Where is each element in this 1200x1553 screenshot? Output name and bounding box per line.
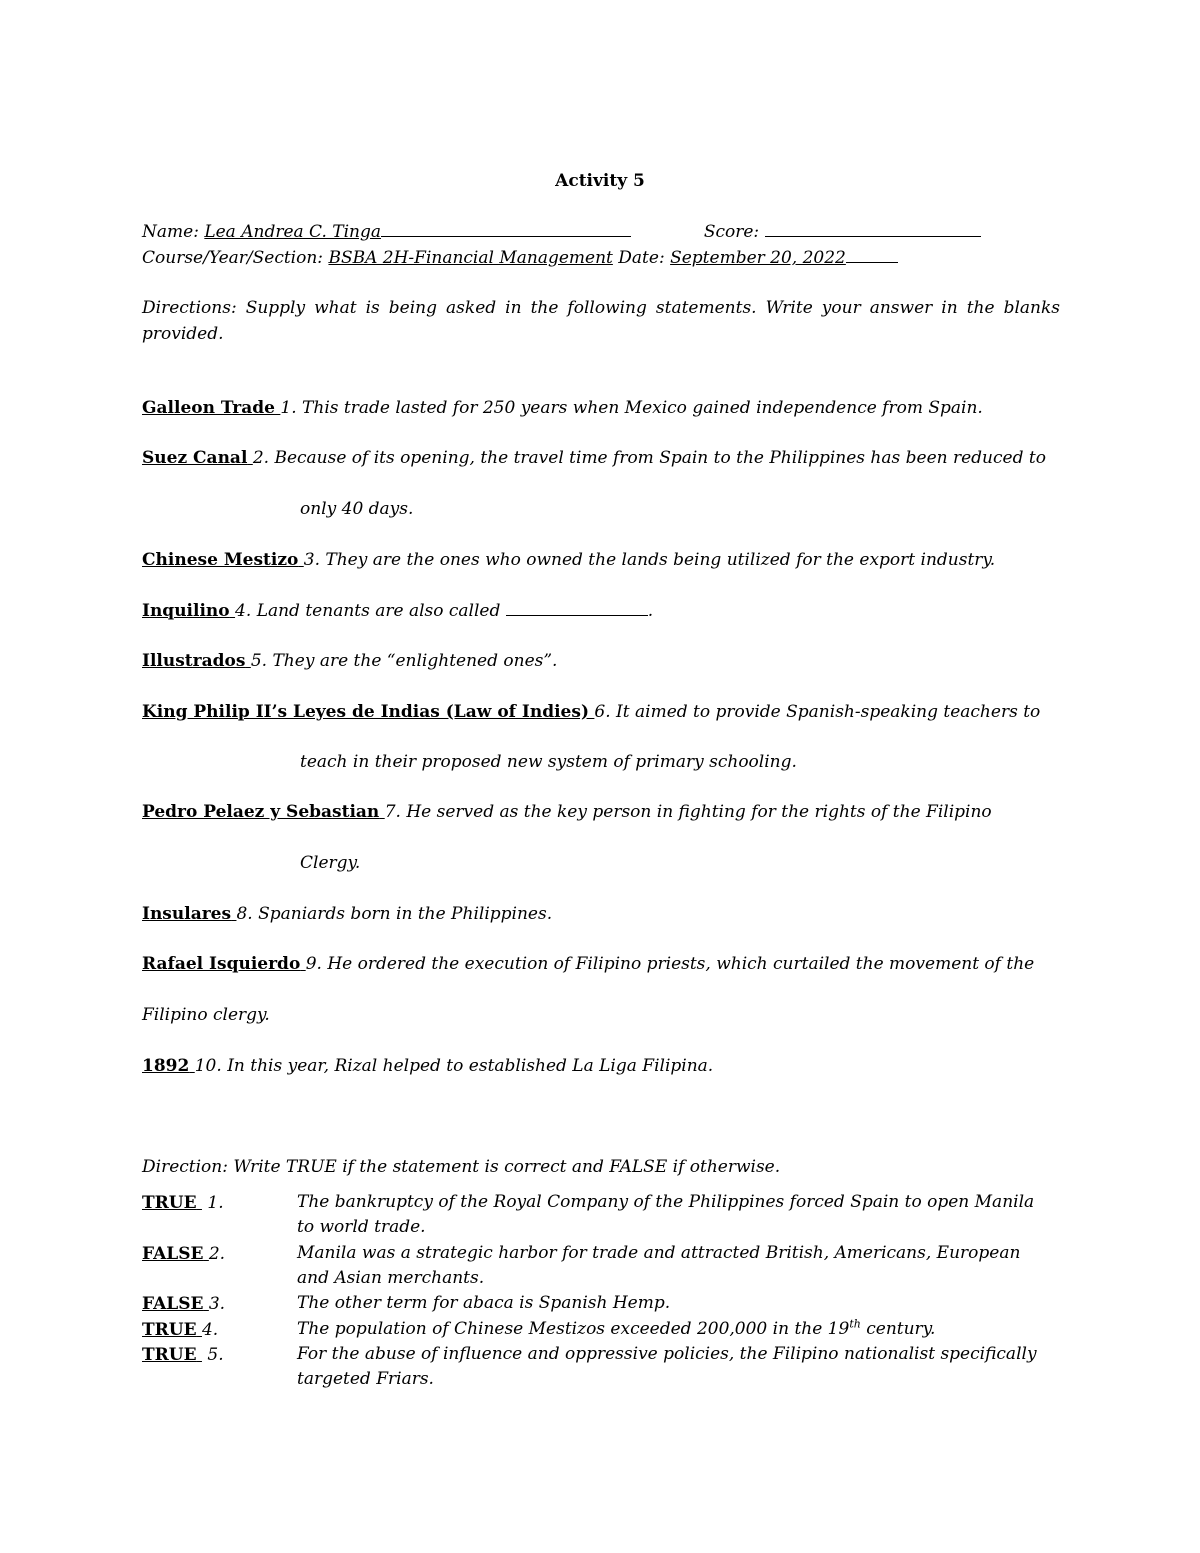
page-title: Activity 5 (555, 171, 645, 191)
list-item-continuation: only 40 days. (300, 499, 414, 519)
answer: Pedro Pelaez y Sebastian (142, 802, 380, 822)
name-label: Name: (142, 222, 199, 242)
tf-statement: The bankruptcy of the Royal Company of the Philippines forced Spain to open Manila to world trade. (297, 1192, 1035, 1237)
answer: Galleon Trade (142, 398, 275, 418)
answer: Inquilino (142, 601, 230, 621)
list-item: Inquilino 4. Land tenants are also called . (142, 597, 1060, 624)
list-item: 1892 10. In this year, Rizal helped to established La Liga Filipina. (142, 1056, 714, 1076)
list-item: Galleon Trade 1. This trade lasted for 250 years when Mexico gained independence from Spain. (142, 398, 983, 418)
directions-line-1: Directions: Supply what is being asked in the following statements. Write your answer in the blanks (142, 298, 1060, 318)
name-blank (381, 218, 631, 237)
tf-statement: Manila was a strategic harbor for trade and attracted British, Americans, European and Asian merchants. (297, 1243, 1021, 1288)
course-row (142, 244, 1060, 271)
score-label: Score: (703, 222, 760, 242)
name-value: Lea Andrea C. Tinga (204, 222, 382, 242)
list-item-continuation: Clergy. (300, 853, 361, 873)
tf-answer: FALSE 2. (142, 1244, 226, 1264)
tf-answer: TRUE 1. (142, 1193, 224, 1213)
directions-true-false: Direction: Write TRUE if the statement is correct and FALSE if otherwise. (142, 1157, 781, 1177)
score-blank (765, 218, 981, 237)
name-row (142, 218, 1060, 245)
course-label: Course/Year/Section: (142, 248, 324, 268)
date-blank (846, 244, 898, 263)
answer: 1892 (142, 1056, 190, 1076)
list-item: Chinese Mestizo 3. They are the ones who owned the lands being utilized for the export industry. (142, 550, 996, 570)
list-item-continuation: Filipino clergy. (142, 1005, 270, 1025)
tf-statement: The population of Chinese Mestizos exceeded 200,000 in the 19th century. (297, 1317, 936, 1339)
date-label: Date: (618, 248, 665, 268)
tf-answer: TRUE 4. (142, 1320, 219, 1340)
answer: King Philip II’s Leyes de Indias (Law of Indies) (142, 702, 589, 722)
list-item: Rafael Isquierdo 9. He ordered the execution of Filipino priests, which curtailed the movement of the (142, 954, 1035, 974)
list-item-continuation: teach in their proposed new system of primary schooling. (300, 752, 797, 772)
answer-blank (506, 597, 648, 616)
answer: Chinese Mestizo (142, 550, 299, 570)
tf-statement: The other term for abaca is Spanish Hemp. (297, 1293, 671, 1313)
tf-answer: TRUE 5. (142, 1345, 224, 1365)
tf-answer: FALSE 3. (142, 1294, 226, 1314)
directions-line-2: provided. (142, 324, 224, 344)
list-item: King Philip II’s Leyes de Indias (Law of Indies) 6. It aimed to provide Spanish-speaking teachers to (142, 702, 1041, 722)
list-item: Pedro Pelaez y Sebastian 7. He served as the key person in fighting for the rights of the Filipino (142, 802, 992, 822)
tf-statement: For the abuse of influence and oppressive policies, the Filipino nationalist specifically targeted Friars. (297, 1344, 1037, 1389)
answer: Suez Canal (142, 448, 248, 468)
date-value: September 20, 2022 (670, 248, 846, 268)
answer: Illustrados (142, 651, 246, 671)
list-item: Insulares 8. Spaniards born in the Philippines. (142, 904, 553, 924)
course-value: BSBA 2H-Financial Management (328, 248, 613, 268)
answer: Insulares (142, 904, 232, 924)
list-item: Illustrados 5. They are the “enlightened ones”. (142, 651, 558, 671)
answer: Rafael Isquierdo (142, 954, 301, 974)
list-item: Suez Canal 2. Because of its opening, the travel time from Spain to the Philippines has been reduced to (142, 448, 1046, 468)
